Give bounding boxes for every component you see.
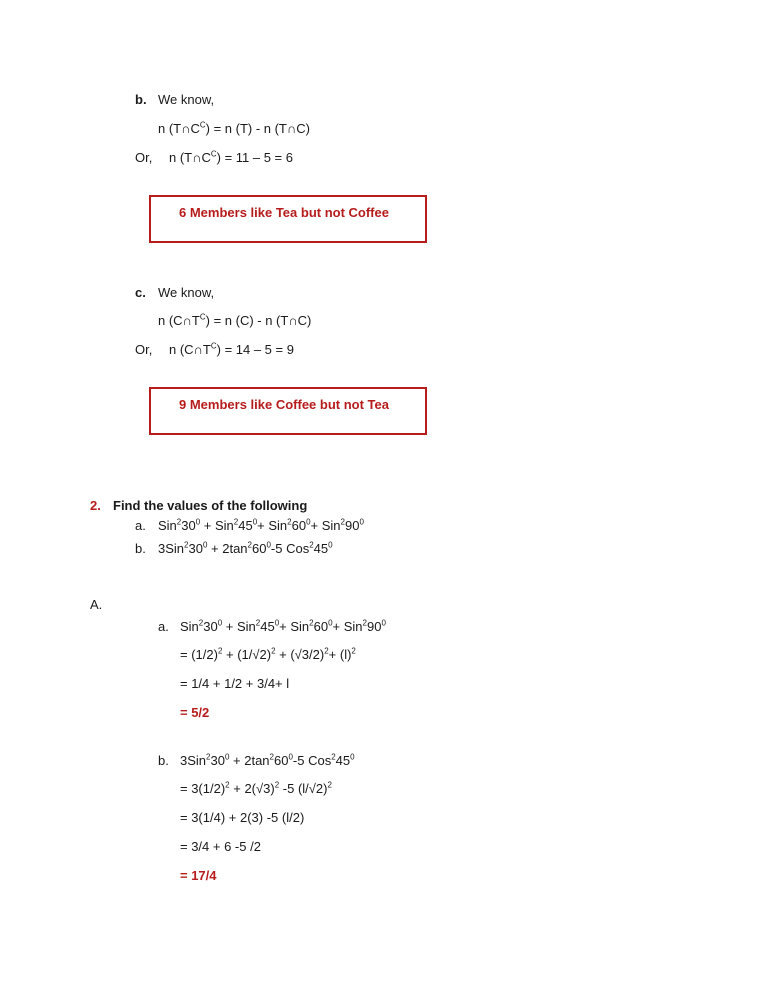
- part-c-answer-box: [149, 387, 427, 435]
- part-b-answer-box: [149, 195, 427, 243]
- answer-a-expr: $Sin^230^0 + Sin^245^0+ Sin^260^0+ Sin^290^0$: [180, 618, 386, 634]
- question2-title: Find the values of the following: [113, 498, 308, 513]
- answer-b-label: b.: [158, 753, 169, 768]
- part-c-intro: We know,: [158, 285, 215, 300]
- answer-label: A.: [90, 597, 103, 612]
- answer-b-expr: $3Sin^230^0 + 2\tan^260^0-5$ $Cos^245^0$: [180, 752, 355, 768]
- answer-a-result: = 5/2: [180, 705, 210, 720]
- part-c-formula: n $(C\cap T^C) = n$ (C) - n (T∩C): [158, 312, 312, 328]
- part-b-intro: We know,: [158, 92, 215, 107]
- answer-a-step-2: = 1/4 + 1/2 + 3/4+ l: [180, 676, 290, 691]
- answer-a-step-1: = $(1/2)^2 + (1/√2)^2 + (√3/2)^2+ (l)^2$: [180, 646, 356, 662]
- answer-a-label: a.: [158, 619, 169, 634]
- question2-item-a-expr: $Sin^230^0 + Sin^245^0+ Sin^260^0+ Sin^290^0$: [158, 517, 364, 533]
- part-b-answer-text: 6 Members like Tea but not Coffee: [179, 205, 389, 220]
- part-c-calc: n $(C\cap T^C) = 14 - 5 = 9$: [169, 341, 294, 357]
- question2-item-b-expr: $3Sin^230^0 + 2\tan^260^0-5$ $Cos^245^0$: [158, 540, 333, 556]
- answer-b-result: = 17/4: [180, 868, 217, 883]
- part-b-or: Or,: [135, 150, 153, 165]
- question2-item-b-label: b.: [135, 541, 146, 556]
- part-c-or: Or,: [135, 342, 153, 357]
- answer-b-step-1: = $3(1/2)^2 + 2(√3)^2$ -5 $(l/√2)^2$: [180, 780, 332, 796]
- answer-b-step-3: = 3/4 + 6 -5 /2: [180, 839, 261, 854]
- part-b-formula: n $(T\cap C^C) = n$ (T) - n (T∩C): [158, 120, 310, 136]
- part-b-calc: n $(T\cap C^C) = 11 - 5 = 6$: [169, 149, 293, 165]
- part-c-answer-text: 9 Members like Coffee but not Tea: [179, 397, 389, 412]
- question2-item-a-label: a.: [135, 518, 146, 533]
- question2-number: 2.: [90, 498, 101, 513]
- part-c-label: c.: [135, 285, 146, 300]
- part-b-label: b.: [135, 92, 147, 107]
- answer-b-step-2: = 3(1/4) + 2(3) -5 (l/2): [180, 810, 305, 825]
